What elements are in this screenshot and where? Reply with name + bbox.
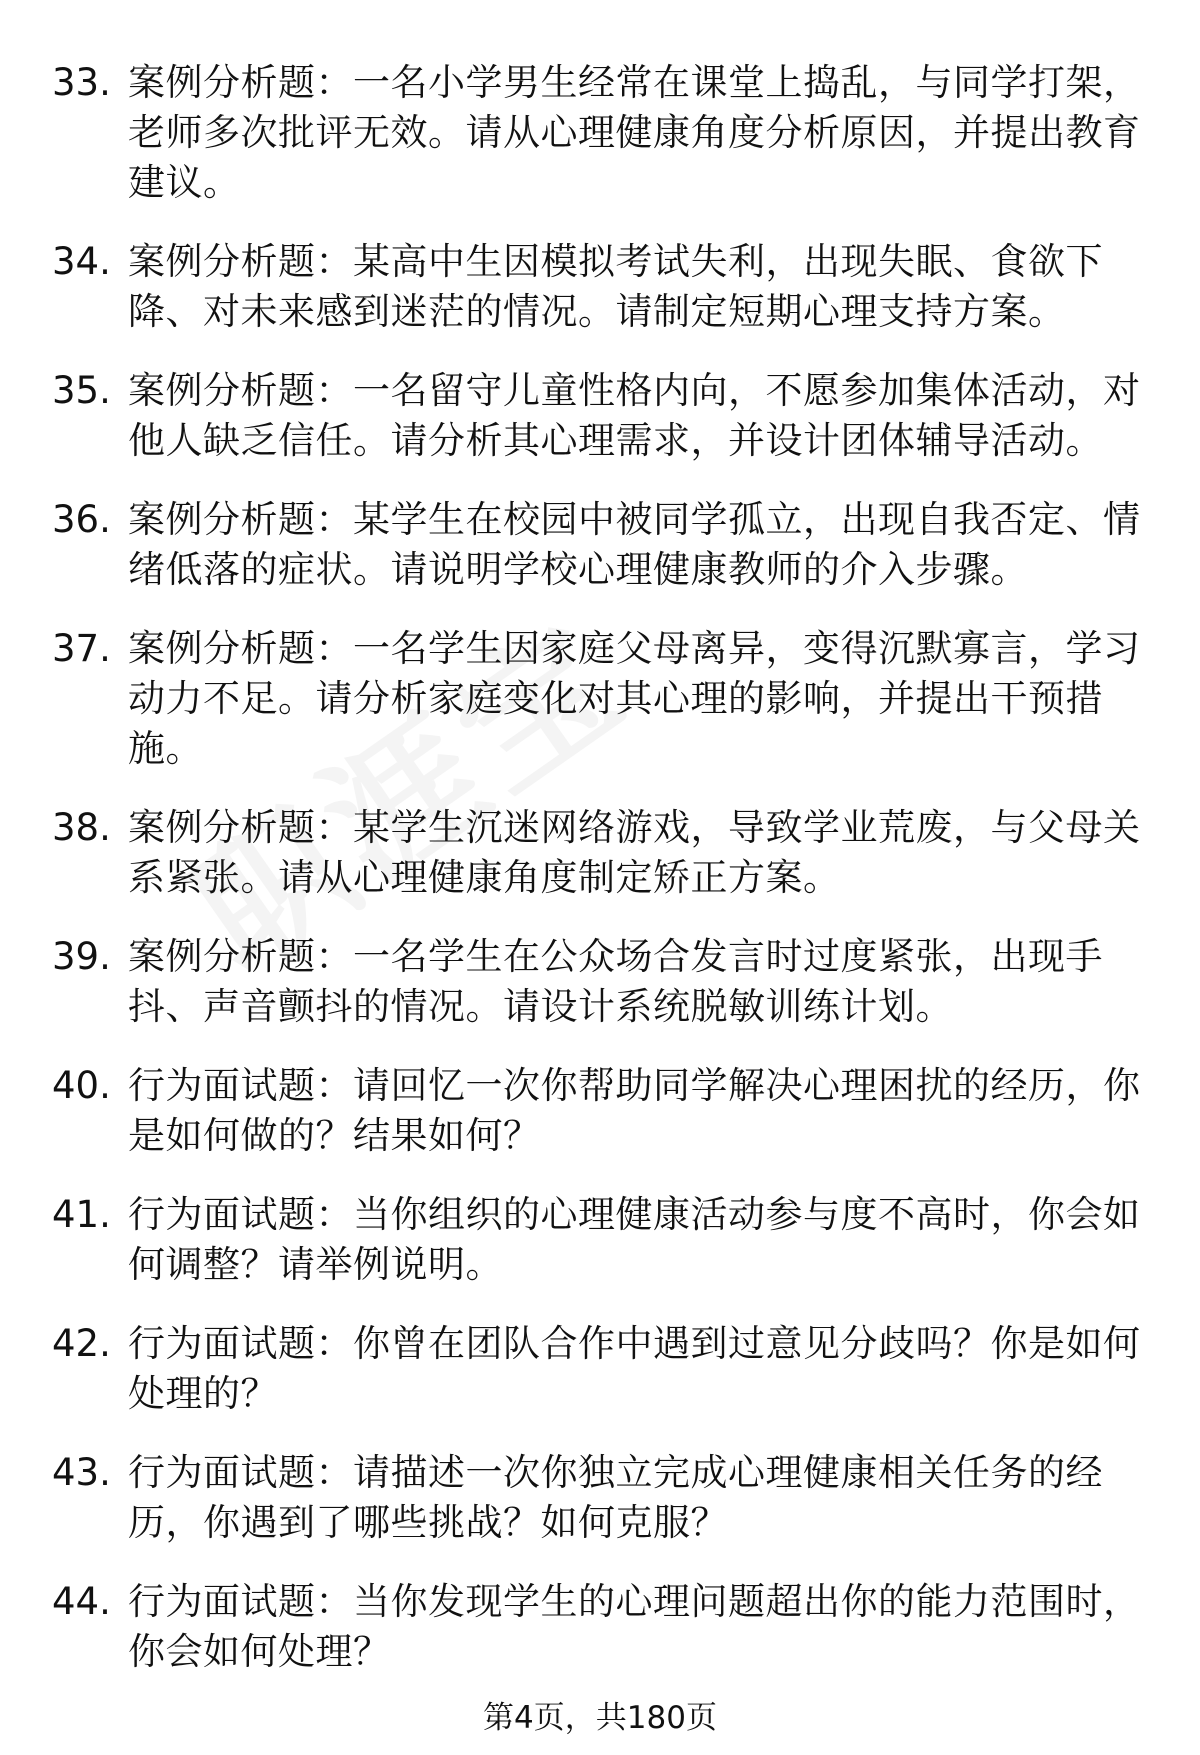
question-number: 33. — [52, 61, 111, 104]
question-number: 36. — [52, 498, 111, 541]
question-item-42 — [52, 1319, 1152, 1419]
question-number: 41. — [52, 1193, 111, 1236]
question-text: 案例分析题：某高中生因模拟考试失利，出现失眠、食欲下降、对未来感到迷茫的情况。请制定短期心理支持方案。 — [128, 240, 1103, 333]
question-item-43 — [52, 1448, 1152, 1548]
question-number: 44. — [52, 1580, 111, 1623]
page-footer: 第4页，共180页 — [483, 1700, 717, 1736]
question-item-34 — [52, 237, 1152, 337]
question-number: 42. — [52, 1322, 111, 1365]
question-item-40 — [52, 1061, 1152, 1161]
question-text: 案例分析题：某学生沉迷网络游戏，导致学业荒废，与父母关系紧张。请从心理健康角度制定矫正方案。 — [128, 806, 1141, 899]
question-text: 行为面试题：请回忆一次你帮助同学解决心理困扰的经历，你是如何做的？结果如何？ — [128, 1064, 1141, 1157]
question-number: 43. — [52, 1451, 111, 1494]
question-item-38 — [52, 803, 1152, 903]
question-text: 行为面试题：当你组织的心理健康活动参与度不高时，你会如何调整？请举例说明。 — [128, 1193, 1141, 1286]
question-text: 行为面试题：你曾在团队合作中遇到过意见分歧吗？你是如何处理的？ — [128, 1322, 1141, 1415]
question-item-44 — [52, 1577, 1152, 1677]
question-text: 案例分析题：一名小学男生经常在课堂上捣乱，与同学打架，老师多次批评无效。请从心理健康角度分析原因，并提出教育建议。 — [128, 61, 1141, 204]
question-item-35 — [52, 366, 1152, 466]
question-number: 34. — [52, 240, 111, 283]
question-item-39 — [52, 932, 1152, 1032]
question-text: 案例分析题：一名学生在公众场合发言时过度紧张，出现手抖、声音颤抖的情况。请设计系统脱敏训练计划。 — [128, 935, 1103, 1028]
question-item-41 — [52, 1190, 1152, 1290]
question-number: 38. — [52, 806, 111, 849]
question-number: 37. — [52, 627, 111, 670]
question-number: 40. — [52, 1064, 111, 1107]
question-text: 行为面试题：当你发现学生的心理问题超出你的能力范围时，你会如何处理？ — [128, 1580, 1141, 1673]
question-text: 行为面试题：请描述一次你独立完成心理健康相关任务的经历，你遇到了哪些挑战？如何克服？ — [128, 1451, 1103, 1544]
question-text: 案例分析题：一名学生因家庭父母离异，变得沉默寡言，学习动力不足。请分析家庭变化对其心理的影响，并提出干预措施。 — [128, 627, 1141, 770]
question-text: 案例分析题：某学生在校园中被同学孤立，出现自我否定、情绪低落的症状。请说明学校心理健康教师的介入步骤。 — [128, 498, 1141, 591]
question-item-33 — [52, 58, 1152, 208]
question-number: 39. — [52, 935, 111, 978]
question-text: 案例分析题：一名留守儿童性格内向，不愿参加集体活动，对他人缺乏信任。请分析其心理需求，并设计团体辅导活动。 — [128, 369, 1141, 462]
question-item-36 — [52, 495, 1152, 595]
question-item-37 — [52, 624, 1152, 774]
question-number: 35. — [52, 369, 111, 412]
question-list — [52, 58, 1152, 1706]
